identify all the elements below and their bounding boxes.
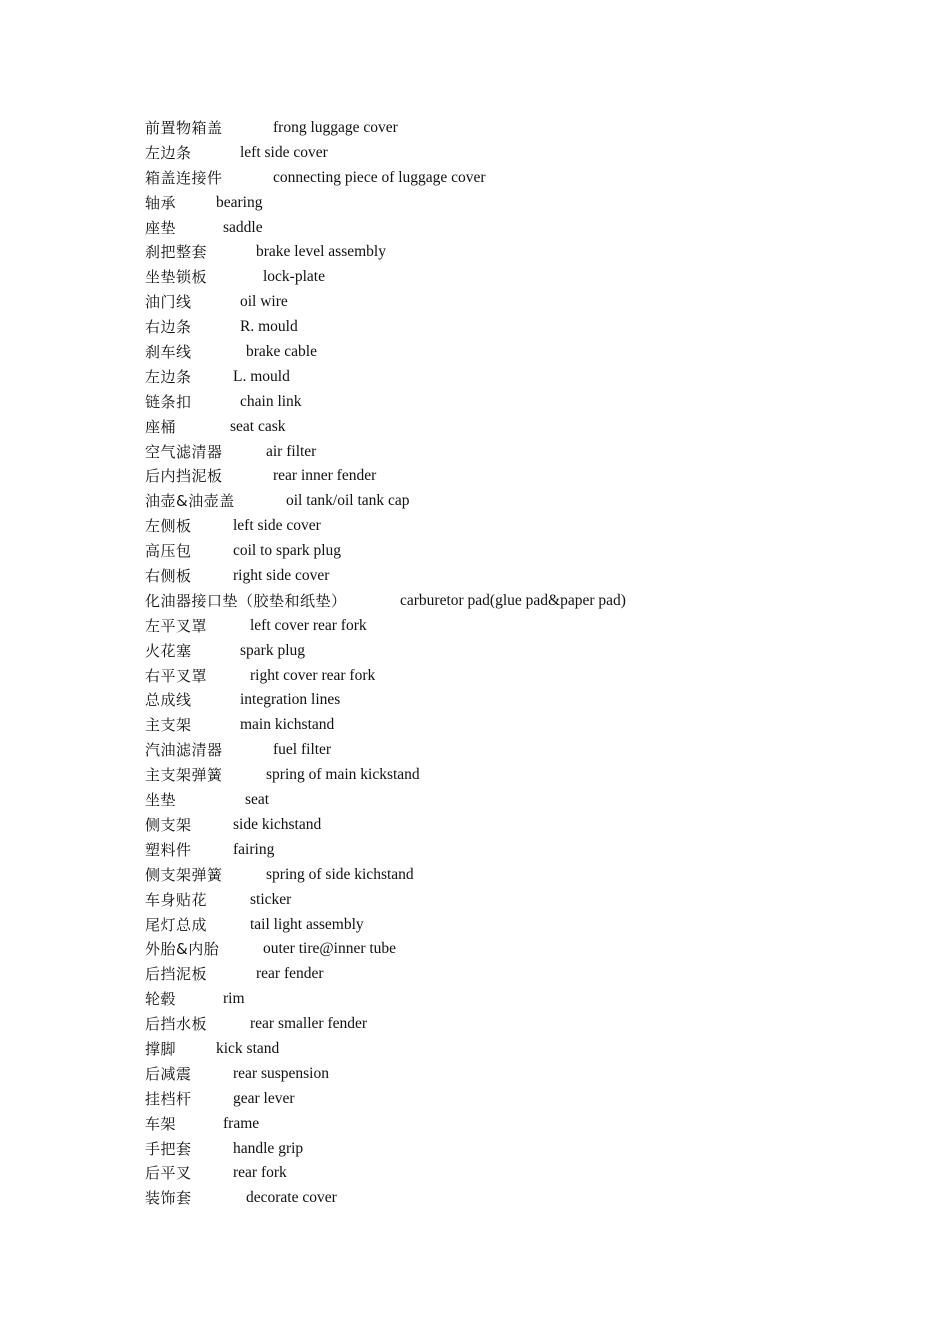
chinese-term: 外胎&内胎 [145,940,220,959]
glossary-row [145,464,905,489]
chinese-term: 刹车线 [145,343,192,362]
chinese-term: 油壶&油壶盖 [145,492,235,511]
glossary-row [145,240,905,265]
glossary-row [145,863,905,888]
english-term: tail light assembly [250,915,364,933]
chinese-term: 坐垫锁板 [145,268,208,287]
english-term: oil wire [240,293,288,311]
glossary-row [145,514,905,539]
chinese-term: 油门线 [145,293,192,312]
chinese-term: 车架 [145,1114,177,1133]
chinese-term: 座垫 [145,218,177,237]
chinese-term: 主支架 [145,716,192,735]
english-term: oil tank/oil tank cap [286,492,410,510]
english-term: right cover rear fork [250,666,376,684]
chinese-term: 座桶 [145,417,177,436]
chinese-term: 右平叉罩 [145,666,208,685]
glossary-row [145,390,905,415]
glossary-row [145,290,905,315]
chinese-term: 链条扣 [145,392,192,411]
glossary-row [145,166,905,191]
english-term: left cover rear fork [250,616,367,634]
english-term: L. mould [233,367,290,385]
glossary-row [145,888,905,913]
english-term: frong luggage cover [273,119,398,136]
chinese-term: 汽油滤清器 [145,741,223,760]
glossary-row [145,116,905,141]
english-term: chain link [240,392,302,410]
glossary-row [145,614,905,639]
english-term: brake level assembly [256,243,386,261]
glossary-row [145,415,905,440]
english-term: sticker [250,890,292,908]
chinese-term: 后内挡泥板 [145,467,223,486]
glossary-row [145,713,905,738]
glossary-row [145,1186,905,1211]
chinese-term: 箱盖连接件 [145,168,223,187]
chinese-term: 后减震 [145,1064,192,1083]
english-term: coil to spark plug [233,542,342,560]
chinese-term: 左平叉罩 [145,616,208,635]
english-term: gear lever [233,1089,295,1107]
glossary-row [145,1037,905,1062]
english-term: integration lines [240,691,341,709]
glossary-row [145,937,905,962]
english-term: fairing [233,840,275,858]
english-term: spring of main kickstand [266,766,420,784]
english-term: left side cover [233,517,321,535]
chinese-term: 空气滤清器 [145,442,223,461]
english-term: rear fork [233,1164,287,1182]
chinese-term: 侧支架 [145,815,192,834]
glossary-row [145,1137,905,1162]
english-term: bearing [216,193,263,211]
english-term: seat cask [230,417,286,435]
chinese-term: 左边条 [145,367,192,386]
glossary-row [145,738,905,763]
chinese-term: 轴承 [145,193,177,212]
chinese-term: 坐垫 [145,791,177,810]
chinese-term: 手把套 [145,1139,192,1158]
glossary-row [145,788,905,813]
chinese-term: 右侧板 [145,567,192,586]
english-term: connecting piece of luggage cover [273,168,486,186]
chinese-term: 轮毂 [145,990,177,1009]
chinese-term: 右边条 [145,318,192,337]
glossary-row [145,813,905,838]
english-term: carburetor pad(glue pad&paper pad) [400,591,626,609]
english-term: air filter [266,442,317,460]
chinese-term: 尾灯总成 [145,915,208,934]
english-term: side kichstand [233,815,322,833]
chinese-term: 高压包 [145,542,192,561]
english-term: rear suspension [233,1064,329,1082]
glossary-row [145,688,905,713]
glossary-row [145,539,905,564]
english-term: kick stand [216,1039,280,1057]
chinese-term: 化油器接口垫（胶垫和纸垫） [145,591,347,610]
glossary-row [145,1112,905,1137]
glossary-row [145,664,905,689]
english-term: brake cable [246,343,317,361]
chinese-term: 撑脚 [145,1039,177,1058]
chinese-term: 后挡水板 [145,1015,208,1034]
chinese-term: 车身贴花 [145,890,208,909]
english-term: saddle [223,218,263,236]
glossary-row [145,962,905,987]
english-term: seat [245,791,270,809]
glossary-row [145,763,905,788]
glossary-row [145,340,905,365]
chinese-term: 侧支架弹簧 [145,865,223,884]
glossary-row [145,1161,905,1186]
chinese-term: 火花塞 [145,641,192,660]
english-term: R. mould [240,318,298,336]
glossary-row [145,141,905,166]
english-term: frame [223,1114,260,1132]
glossary-row [145,216,905,241]
english-term: spring of side kichstand [266,865,414,883]
glossary-row [145,265,905,290]
parts-glossary [145,116,905,1211]
glossary-row [145,489,905,514]
glossary-row [145,1012,905,1037]
chinese-term: 挂档杆 [145,1089,192,1108]
glossary-row [145,315,905,340]
english-term: left side cover [240,143,328,161]
english-term: handle grip [233,1139,304,1157]
glossary-row [145,1062,905,1087]
chinese-term: 左侧板 [145,517,192,536]
chinese-term: 主支架弹簧 [145,766,223,785]
glossary-row [145,365,905,390]
glossary-row [145,987,905,1012]
english-term: lock-plate [263,268,325,286]
english-term: decorate cover [246,1189,337,1207]
chinese-term: 刹把整套 [145,243,208,262]
chinese-term: 塑料件 [145,840,192,859]
english-term: fuel filter [273,741,332,759]
chinese-term: 总成线 [145,691,192,710]
chinese-term: 前置物箱盖 [145,119,223,137]
english-term: rear fender [256,965,324,983]
glossary-row [145,589,905,614]
english-term: right side cover [233,567,330,585]
glossary-row [145,913,905,938]
english-term: rear smaller fender [250,1015,368,1033]
english-term: outer tire@inner tube [263,940,397,958]
english-term: main kichstand [240,716,335,734]
chinese-term: 后挡泥板 [145,965,208,984]
english-term: spark plug [240,641,306,659]
english-term: rear inner fender [273,467,377,485]
glossary-row [145,564,905,589]
chinese-term: 装饰套 [145,1189,192,1208]
glossary-row [145,440,905,465]
glossary-row [145,191,905,216]
glossary-row [145,639,905,664]
english-term: rim [223,990,245,1008]
chinese-term: 后平叉 [145,1164,192,1183]
chinese-term: 左边条 [145,143,192,162]
glossary-row [145,1087,905,1112]
glossary-row [145,838,905,863]
